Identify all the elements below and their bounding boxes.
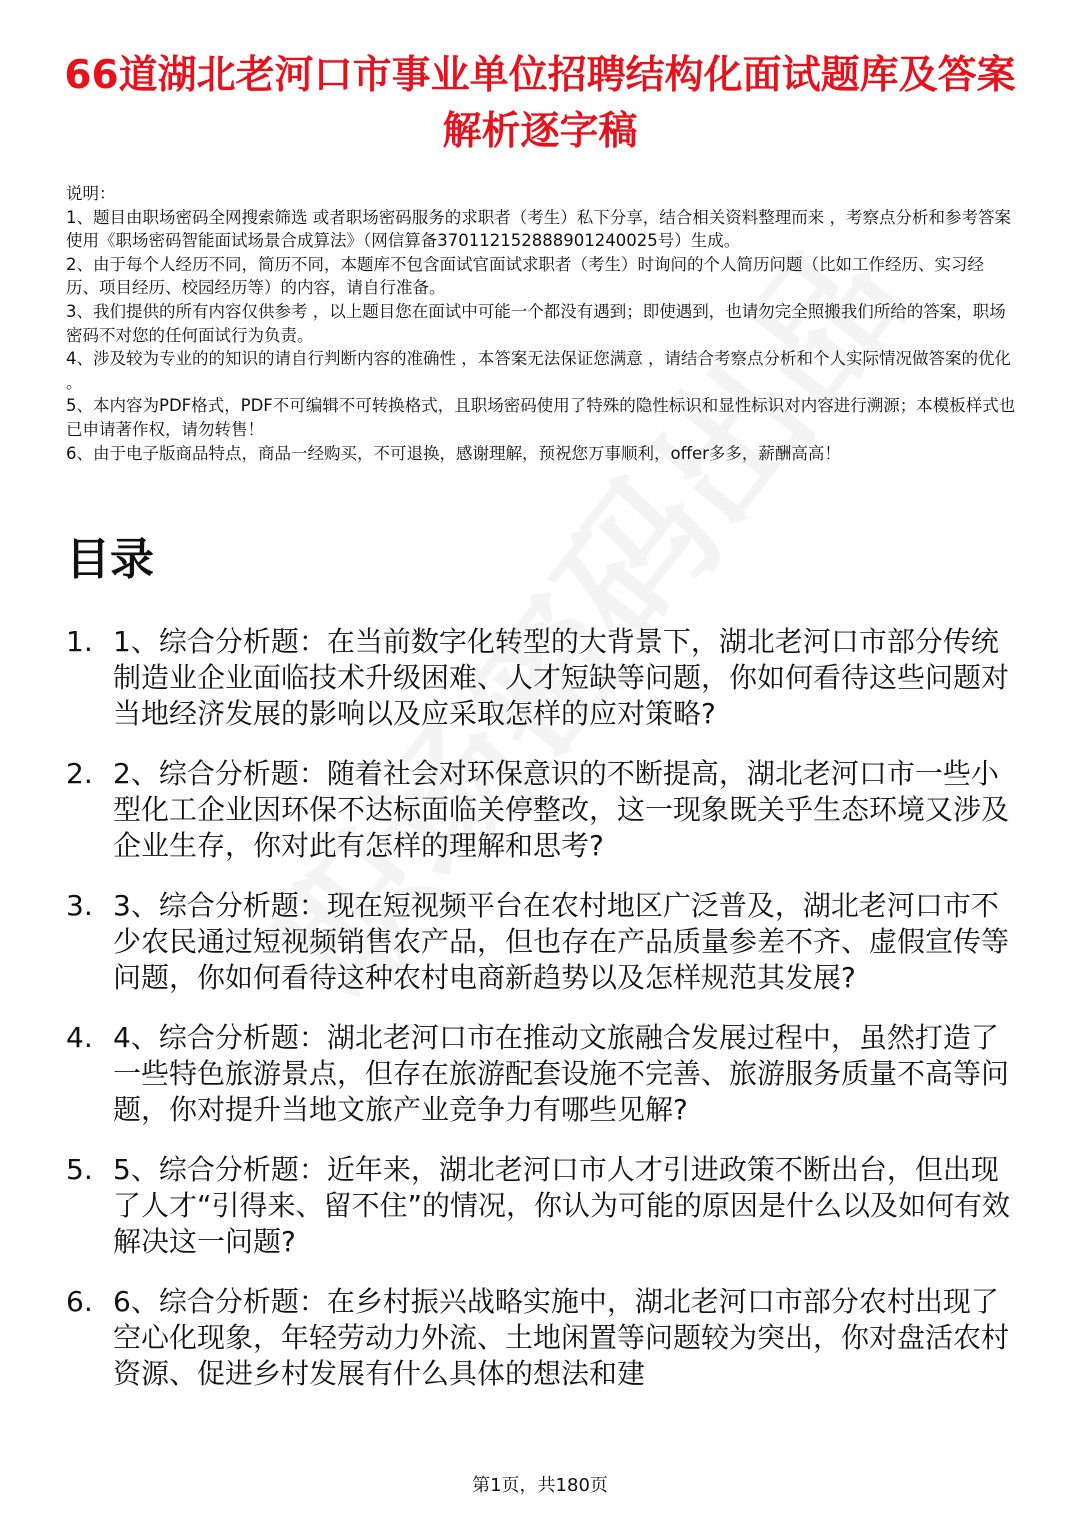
toc-item-text: 4、综合分析题：湖北老河口市在推动文旅融合发展过程中，虽然打造了一些特色旅游景点，但存在旅游配套设施不完善、旅游服务质量不高等问题，你对提升当地文旅产业竞争力有哪些见解? — [113, 1021, 1010, 1126]
toc-item[interactable] — [66, 1020, 1022, 1128]
toc-item-text: 3、综合分析题：现在短视频平台在农村地区广泛普及，湖北老河口市不少农民通过短视频销售农产品，但也存在产品质量参差不齐、虚假宣传等问题，你如何看待这种农村电商新趋势以及怎样规范其发展? — [113, 889, 1010, 994]
toc-item[interactable] — [66, 1284, 1022, 1392]
toc-item-number: 3. — [66, 889, 93, 922]
toc-list — [66, 624, 1022, 1416]
document-title: 66道湖北老河口市事业单位招聘结构化面试题库及答案解析逐字稿 — [64, 53, 1016, 154]
note-item: 1、题目由职场密码全网搜索筛选 或者职场密码服务的求职者（考生）私下分享，结合相关资料整理而来 ，考察点分析和参考答案使用《职场密码智能面试场景合成算法》（网信算备370112152888901240025号）生成。 — [66, 207, 1011, 251]
toc-item[interactable] — [66, 756, 1022, 864]
toc-item[interactable] — [66, 624, 1022, 732]
toc-item-number: 4. — [66, 1021, 93, 1054]
toc-item[interactable] — [66, 888, 1022, 996]
notes-label: 说明： — [66, 184, 116, 203]
page-footer: 第1页，共180页 — [0, 1474, 1080, 1498]
note-item: 5、本内容为PDF格式，PDF不可编辑不可转换格式，且职场密码使用了特殊的隐性标识和显性标识对内容进行溯源；本模板样式也已申请著作权，请勿转售！ — [66, 396, 1016, 439]
toc-item-number: 6. — [66, 1285, 93, 1318]
note-item: 3、我们提供的所有内容仅供参考 ，以上题目您在面试中可能一个都没有遇到；即使遇到，也请勿完全照搬我们所给的答案，职场密码不对您的任何面试行为负责。 — [66, 301, 1006, 345]
note-item: 4、涉及较为专业的的知识的请自行判断内容的准确性 ，本答案无法保证您满意 ，请结合考察点分析和个人实际情况做答案的优化 。 — [66, 349, 1011, 392]
toc-item-text: 1、综合分析题：在当前数字化转型的大背景下，湖北老河口市部分传统制造业企业面临技术升级困难、人才短缺等问题，你如何看待这些问题对当地经济发展的影响以及应采取怎样的应对策略? — [113, 625, 1010, 730]
toc-item-text: 2、综合分析题：随着社会对环保意识的不断提高，湖北老河口市一些小型化工企业因环保不达标面临关停整改，这一现象既关乎生态环境又涉及企业生存，你对此有怎样的理解和思考? — [113, 757, 1010, 862]
toc-item-text: 5、综合分析题：近年来，湖北老河口市人才引进政策不断出台，但出现了人才“引得来、留不住”的情况，你认为可能的原因是什么以及如何有效解决这一问题? — [113, 1153, 1011, 1258]
toc-item-number: 2. — [66, 757, 93, 790]
notes-section — [66, 182, 1016, 465]
note-item: 2、由于每个人经历不同，简历不同，本题库不包含面试官面试求职者（考生）时询问的个人简历问题（比如工作经历、实习经历、项目经历、校园经历等）的内容，请自行准备。 — [66, 254, 984, 298]
toc-item-text: 6、综合分析题：在乡村振兴战略实施中，湖北老河口市部分农村出现了空心化现象，年轻劳动力外流、土地闲置等问题较为突出，你对盘活农村资源、促进乡村发展有什么具体的想法和建 — [113, 1285, 1010, 1390]
toc-heading: 目录 — [66, 534, 154, 585]
toc-item[interactable] — [66, 1152, 1022, 1260]
toc-item-number: 5. — [66, 1153, 93, 1186]
note-item: 6、由于电子版商品特点，商品一经购买，不可退换，感谢理解，预祝您万事顺利，offer多多，薪酬高高！ — [66, 443, 841, 463]
toc-item-number: 1. — [66, 625, 93, 658]
